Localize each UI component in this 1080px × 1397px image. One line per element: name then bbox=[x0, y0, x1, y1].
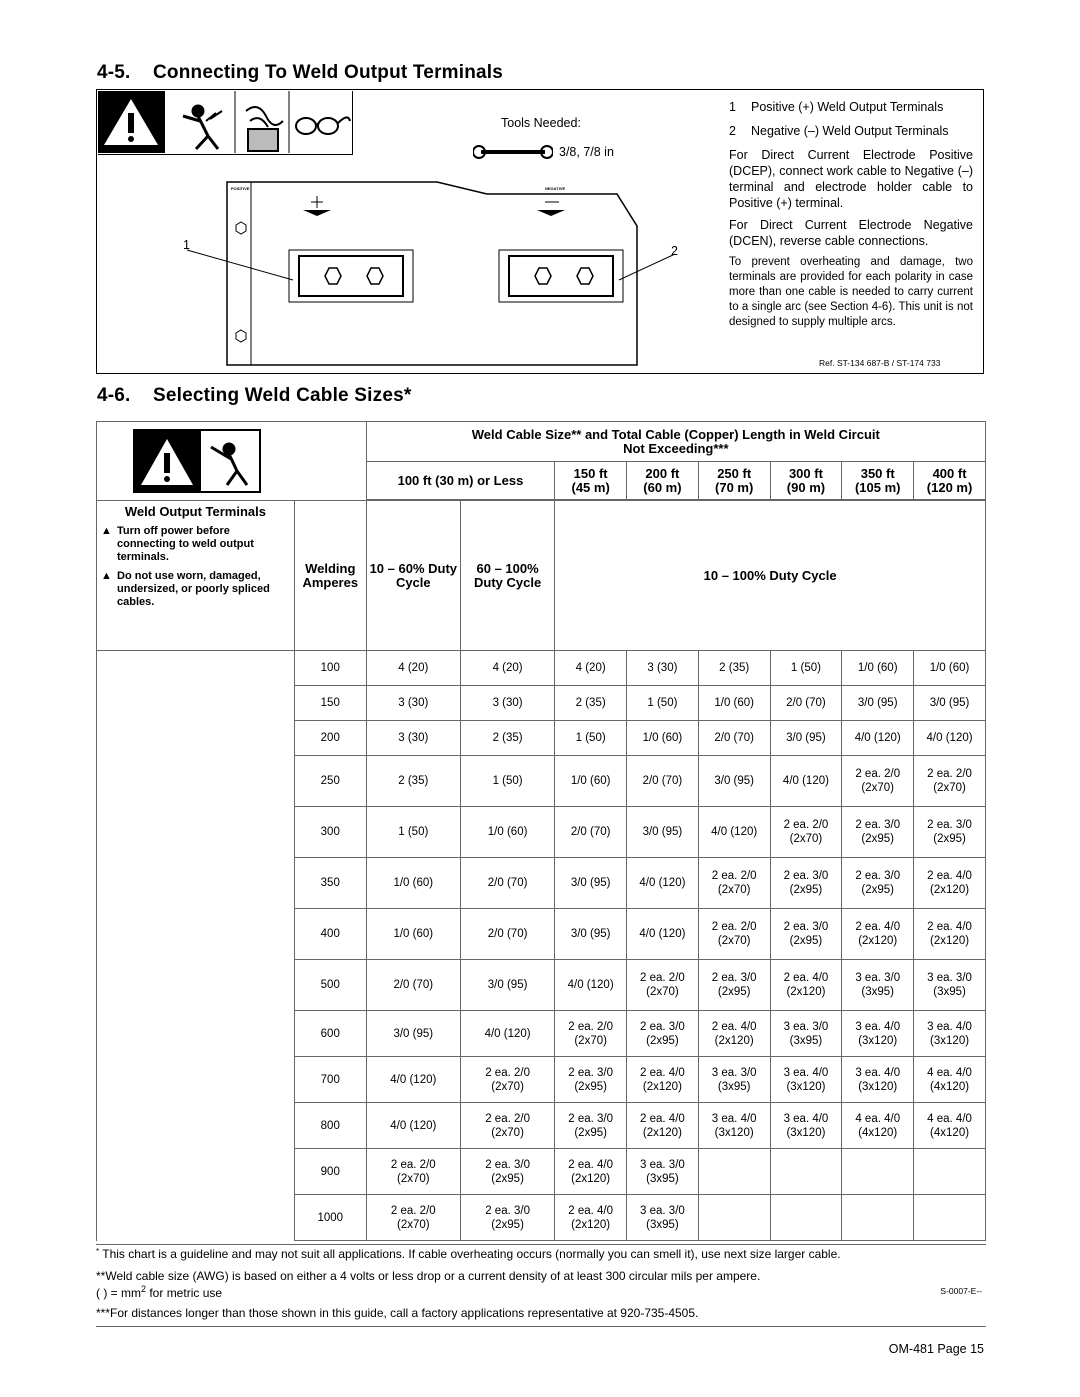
table-row bbox=[97, 1011, 986, 1057]
cable-size-cell: 3 (30) bbox=[366, 721, 460, 756]
amperes-cell: 500 bbox=[294, 960, 366, 1011]
cable-size-cell: 4 ea. 4/0 (4x120) bbox=[914, 1057, 986, 1103]
cable-size-cell: 2 (35) bbox=[555, 686, 627, 721]
cable-size-cell: 4/0 (120) bbox=[366, 1057, 460, 1103]
section-title: Selecting Weld Cable Sizes* bbox=[153, 385, 412, 406]
amperes-cell: 350 bbox=[294, 858, 366, 909]
cable-size-cell bbox=[770, 1149, 842, 1195]
cable-size-cell bbox=[914, 1195, 986, 1241]
page-footer: OM-481 Page 15 bbox=[888, 1342, 984, 1356]
cable-size-cell: 3 ea. 4/0 (3x120) bbox=[770, 1057, 842, 1103]
cable-size-cell: 2 ea. 3/0 (2x95) bbox=[698, 960, 770, 1011]
duty-10-100-header: 10 – 100% Duty Cycle bbox=[555, 501, 986, 651]
section-4-6-heading bbox=[97, 385, 411, 407]
cable-size-cell: 1/0 (60) bbox=[366, 909, 460, 960]
cable-size-cell: 2 ea. 2/0 (2x70) bbox=[914, 756, 986, 807]
distance-header: 300 ft (90 m) bbox=[770, 462, 842, 500]
table-body bbox=[97, 422, 986, 1241]
cable-size-cell: 3 ea. 4/0 (3x120) bbox=[842, 1011, 914, 1057]
welding-amperes-header: Welding Amperes bbox=[294, 501, 366, 651]
blank-cell bbox=[97, 1057, 295, 1103]
amperes-cell: 150 bbox=[294, 686, 366, 721]
cable-size-cell: 2 ea. 2/0 (2x70) bbox=[842, 756, 914, 807]
cable-size-cell: 4/0 (120) bbox=[627, 909, 699, 960]
tool-size: 3/8, 7/8 in bbox=[559, 145, 614, 159]
table-row bbox=[97, 721, 986, 756]
blank-cell bbox=[97, 858, 295, 909]
table-row bbox=[97, 858, 986, 909]
cable-size-cell: 2 ea. 3/0 (2x95) bbox=[460, 1149, 554, 1195]
cable-size-cell: 2/0 (70) bbox=[555, 807, 627, 858]
blank-cell bbox=[97, 960, 295, 1011]
cable-size-cell: 2 ea. 2/0 (2x70) bbox=[460, 1103, 554, 1149]
cable-size-cell: 2 ea. 4/0 (2x120) bbox=[555, 1149, 627, 1195]
cable-size-cell: 4/0 (120) bbox=[366, 1103, 460, 1149]
shock-hazard-icon bbox=[183, 106, 222, 149]
cable-size-cell: 2/0 (70) bbox=[698, 721, 770, 756]
eye-protection-icon bbox=[296, 117, 350, 134]
cable-size-cell: 2/0 (70) bbox=[366, 960, 460, 1011]
blank-cell bbox=[97, 1103, 295, 1149]
cable-size-cell: 4/0 (120) bbox=[627, 858, 699, 909]
cable-size-cell: 4/0 (120) bbox=[698, 807, 770, 858]
cable-size-cell: 1 (50) bbox=[770, 651, 842, 686]
cable-size-cell: 2 ea. 2/0 (2x70) bbox=[770, 807, 842, 858]
cable-size-cell: 4 (20) bbox=[460, 651, 554, 686]
cable-size-cell bbox=[698, 1149, 770, 1195]
cable-size-cell: 2 ea. 2/0 (2x70) bbox=[627, 960, 699, 1011]
cable-size-cell: 3/0 (95) bbox=[555, 909, 627, 960]
cable-size-cell: 4/0 (120) bbox=[770, 756, 842, 807]
section-4-5-heading bbox=[97, 62, 503, 84]
cable-size-cell: 1/0 (60) bbox=[914, 651, 986, 686]
distance-header-100: 100 ft (30 m) or Less bbox=[366, 462, 555, 500]
table-row bbox=[97, 1195, 986, 1241]
legend-item-2: 2 Negative (–) Weld Output Terminals bbox=[729, 124, 949, 138]
amperes-cell: 100 bbox=[294, 651, 366, 686]
cable-size-cell: 2 ea. 2/0 (2x70) bbox=[366, 1149, 460, 1195]
table-row bbox=[97, 651, 986, 686]
cable-size-cell: 2 ea. 3/0 (2x95) bbox=[460, 1195, 554, 1241]
cable-size-cell: 3/0 (95) bbox=[842, 686, 914, 721]
cable-size-cell: 2 ea. 3/0 (2x95) bbox=[842, 807, 914, 858]
amperes-cell: 800 bbox=[294, 1103, 366, 1149]
duty-60-100-header: 60 – 100% Duty Cycle bbox=[460, 501, 554, 651]
callout-1: 1 bbox=[183, 238, 190, 252]
cable-size-cell: 2/0 (70) bbox=[460, 858, 554, 909]
amperes-cell: 200 bbox=[294, 721, 366, 756]
cable-size-cell: 1/0 (60) bbox=[555, 756, 627, 807]
amperes-cell: 700 bbox=[294, 1057, 366, 1103]
warning-1: ▲ Turn off power before connecting to weld output terminals. bbox=[101, 525, 254, 563]
amperes-cell: 600 bbox=[294, 1011, 366, 1057]
cable-size-cell: 3/0 (95) bbox=[460, 960, 554, 1011]
cable-size-cell: 3/0 (95) bbox=[555, 858, 627, 909]
warning-2: ▲ Do not use worn, damaged, undersized, or poorly spliced cables. bbox=[101, 570, 270, 608]
cable-size-cell: 2 (35) bbox=[698, 651, 770, 686]
legend-item-1: 1 Positive (+) Weld Output Terminals bbox=[729, 100, 944, 114]
cable-size-cell: 4 (20) bbox=[366, 651, 460, 686]
cable-size-cell: 1 (50) bbox=[555, 721, 627, 756]
distance-header: 200 ft (60 m) bbox=[627, 462, 699, 500]
cable-size-cell: 2 ea. 3/0 (2x95) bbox=[914, 807, 986, 858]
table-row bbox=[97, 686, 986, 721]
table-corner-cell bbox=[97, 422, 367, 501]
cable-size-cell: 2 ea. 4/0 (2x120) bbox=[770, 960, 842, 1011]
callout-2: 2 bbox=[671, 244, 678, 258]
cable-size-cell: 1/0 (60) bbox=[366, 858, 460, 909]
cable-size-cell: 3 ea. 4/0 (3x120) bbox=[914, 1011, 986, 1057]
cable-size-cell: 2 ea. 4/0 (2x120) bbox=[627, 1103, 699, 1149]
amperes-cell: 300 bbox=[294, 807, 366, 858]
blank-cell bbox=[97, 1195, 295, 1241]
figure-reference: Ref. ST-134 687-B / ST-174 733 bbox=[819, 358, 941, 368]
blank-cell bbox=[97, 1149, 295, 1195]
blank-cell bbox=[97, 1011, 295, 1057]
blank-cell bbox=[97, 807, 295, 858]
cable-size-cell: 3 (30) bbox=[366, 686, 460, 721]
positive-plate-label: POSITIVE bbox=[231, 186, 250, 191]
cable-size-cell: 1/0 (60) bbox=[460, 807, 554, 858]
dcep-instructions: For Direct Current Electrode Positive (DCEP), connect work cable to Negative (–) terminal and electrode holder cable to Positive (+) terminal. bbox=[729, 148, 973, 210]
cable-size-cell: 2 (35) bbox=[460, 721, 554, 756]
cable-size-cell: 1/0 (60) bbox=[698, 686, 770, 721]
table-reference: S-0007-E-- bbox=[940, 1286, 982, 1296]
safety-icons bbox=[98, 91, 352, 154]
cable-size-cell: 4 ea. 4/0 (4x120) bbox=[914, 1103, 986, 1149]
cable-size-cell: 2 ea. 2/0 (2x70) bbox=[460, 1057, 554, 1103]
cable-size-cell: 3/0 (95) bbox=[914, 686, 986, 721]
cable-size-cell: 3 (30) bbox=[460, 686, 554, 721]
cable-size-cell: 3 ea. 3/0 (3x95) bbox=[627, 1195, 699, 1241]
section-number: 4-6. bbox=[97, 385, 131, 406]
footnote-3: ***For distances longer than those shown in this guide, call a factory applications representative at 920-735-4505. bbox=[96, 1306, 986, 1327]
cable-size-cell: 1/0 (60) bbox=[842, 651, 914, 686]
amperes-cell: 900 bbox=[294, 1149, 366, 1195]
cable-size-cell: 2 ea. 2/0 (2x70) bbox=[698, 858, 770, 909]
cable-size-cell: 2/0 (70) bbox=[627, 756, 699, 807]
cable-size-cell bbox=[770, 1195, 842, 1241]
cable-size-cell: 3 ea. 3/0 (3x95) bbox=[627, 1149, 699, 1195]
cable-size-cell: 2 ea. 3/0 (2x95) bbox=[555, 1103, 627, 1149]
cable-size-cell: 3/0 (95) bbox=[770, 721, 842, 756]
terminals-warning-cell bbox=[97, 501, 295, 651]
cable-size-cell: 1 (50) bbox=[627, 686, 699, 721]
table-row bbox=[97, 807, 986, 858]
cable-size-cell: 3 ea. 4/0 (3x120) bbox=[770, 1103, 842, 1149]
cable-size-cell: 3/0 (95) bbox=[698, 756, 770, 807]
cable-size-cell: 2 ea. 2/0 (2x70) bbox=[555, 1011, 627, 1057]
table-row bbox=[97, 756, 986, 807]
cable-size-cell: 4/0 (120) bbox=[460, 1011, 554, 1057]
cable-size-cell: 4/0 (120) bbox=[842, 721, 914, 756]
cable-size-cell: 4 (20) bbox=[555, 651, 627, 686]
section-number: 4-5. bbox=[97, 62, 131, 83]
cable-size-cell: 3 ea. 3/0 (3x95) bbox=[914, 960, 986, 1011]
duty-10-60-header: 10 – 60% Duty Cycle bbox=[366, 501, 460, 651]
terminal-connection-figure bbox=[96, 89, 984, 374]
amperes-cell: 250 bbox=[294, 756, 366, 807]
terminals-title: Weld Output Terminals bbox=[124, 504, 266, 519]
cable-size-cell: 3 ea. 3/0 (3x95) bbox=[770, 1011, 842, 1057]
terminal-panel-drawing bbox=[167, 170, 697, 370]
cable-size-cell: 3 ea. 4/0 (3x120) bbox=[842, 1057, 914, 1103]
blank-cell bbox=[97, 909, 295, 960]
footnote-2: **Weld cable size (AWG) is based on either a 4 volts or less drop or a current density of at least 300 circular mils per ampere. bbox=[96, 1269, 761, 1283]
amperes-cell: 400 bbox=[294, 909, 366, 960]
cable-size-cell: 4/0 (120) bbox=[914, 721, 986, 756]
fumes-hazard-icon bbox=[246, 107, 283, 151]
cable-size-cell: 1 (50) bbox=[460, 756, 554, 807]
distance-header: 350 ft (105 m) bbox=[842, 462, 914, 500]
cable-size-cell: 2/0 (70) bbox=[460, 909, 554, 960]
cable-size-cell: 2 ea. 2/0 (2x70) bbox=[698, 909, 770, 960]
warning-icon-bar bbox=[98, 91, 353, 155]
cable-size-cell: 3 (30) bbox=[627, 651, 699, 686]
blank-cell bbox=[97, 756, 295, 807]
column-header-row bbox=[97, 501, 986, 651]
table-row bbox=[97, 1149, 986, 1195]
table-main-header: Weld Cable Size** and Total Cable (Copper) Length in Weld Circuit Not Exceeding*** bbox=[366, 422, 985, 462]
blank-cell bbox=[97, 721, 295, 756]
shock-warning-icon bbox=[133, 429, 261, 493]
blank-cell bbox=[97, 686, 295, 721]
cable-size-cell bbox=[914, 1149, 986, 1195]
cable-size-cell: 2 (35) bbox=[366, 756, 460, 807]
cable-size-cell: 2 ea. 3/0 (2x95) bbox=[842, 858, 914, 909]
distance-header: 150 ft (45 m) bbox=[555, 462, 627, 500]
cable-size-cell: 1 (50) bbox=[366, 807, 460, 858]
cable-size-cell: 2 ea. 3/0 (2x95) bbox=[770, 909, 842, 960]
cable-size-cell: 3/0 (95) bbox=[627, 807, 699, 858]
overheating-note: To prevent overheating and damage, two terminals are provided for each polarity in case more than one cable is needed to carry current to a single arc (see Section 4-6). This unit is not designed to supply multiple arcs. bbox=[729, 256, 973, 328]
cable-size-cell: 2 ea. 4/0 (2x120) bbox=[914, 858, 986, 909]
cable-size-cell: 2 ea. 3/0 (2x95) bbox=[555, 1057, 627, 1103]
cable-size-cell: 2 ea. 4/0 (2x120) bbox=[698, 1011, 770, 1057]
cable-size-cell: 2 ea. 3/0 (2x95) bbox=[627, 1011, 699, 1057]
cable-size-cell bbox=[842, 1195, 914, 1241]
cable-size-cell: 2 ea. 4/0 (2x120) bbox=[627, 1057, 699, 1103]
cable-size-cell: 3 ea. 4/0 (3x120) bbox=[698, 1103, 770, 1149]
cable-size-cell: 2 ea. 3/0 (2x95) bbox=[770, 858, 842, 909]
table-row bbox=[97, 960, 986, 1011]
cable-size-cell: 3 ea. 3/0 (3x95) bbox=[698, 1057, 770, 1103]
cable-size-cell: 2 ea. 4/0 (2x120) bbox=[842, 909, 914, 960]
distance-header: 400 ft (120 m) bbox=[914, 462, 986, 500]
table-row bbox=[97, 1057, 986, 1103]
blank-cell bbox=[97, 651, 295, 686]
cable-size-cell bbox=[698, 1195, 770, 1241]
cable-size-cell: 4/0 (120) bbox=[555, 960, 627, 1011]
dcen-instructions: For Direct Current Electrode Negative (DCEN), reverse cable connections. bbox=[729, 218, 973, 248]
cable-size-cell bbox=[842, 1149, 914, 1195]
cable-size-table bbox=[96, 421, 986, 1241]
table-row bbox=[97, 1103, 986, 1149]
amperes-cell: 1000 bbox=[294, 1195, 366, 1241]
tools-needed-label: Tools Needed: bbox=[501, 116, 581, 130]
footnote-1: * This chart is a guideline and may not suit all applications. If cable overheating occurs (normally you can smell it), use next size larger cable. bbox=[96, 1244, 986, 1261]
cable-size-cell: 1/0 (60) bbox=[627, 721, 699, 756]
cable-size-cell: 3 ea. 3/0 (3x95) bbox=[842, 960, 914, 1011]
cable-size-cell: 3/0 (95) bbox=[366, 1011, 460, 1057]
table-row bbox=[97, 909, 986, 960]
cable-size-cell: 2 ea. 2/0 (2x70) bbox=[366, 1195, 460, 1241]
cable-size-cell: 2 ea. 4/0 (2x120) bbox=[914, 909, 986, 960]
wrench-icon bbox=[473, 145, 553, 164]
cable-size-cell: 4 ea. 4/0 (4x120) bbox=[842, 1103, 914, 1149]
negative-plate-label: NEGATIVE bbox=[545, 186, 566, 191]
distance-header: 250 ft (70 m) bbox=[698, 462, 770, 500]
section-title: Connecting To Weld Output Terminals bbox=[153, 62, 504, 83]
footnote-2-metric: ( ) = $mm^2$ for metric use S-0007-E-- bbox=[96, 1284, 982, 1300]
cable-size-cell: 2 ea. 4/0 (2x120) bbox=[555, 1195, 627, 1241]
cable-size-cell: 2/0 (70) bbox=[770, 686, 842, 721]
cable-size-table-wrapper bbox=[96, 421, 986, 1241]
